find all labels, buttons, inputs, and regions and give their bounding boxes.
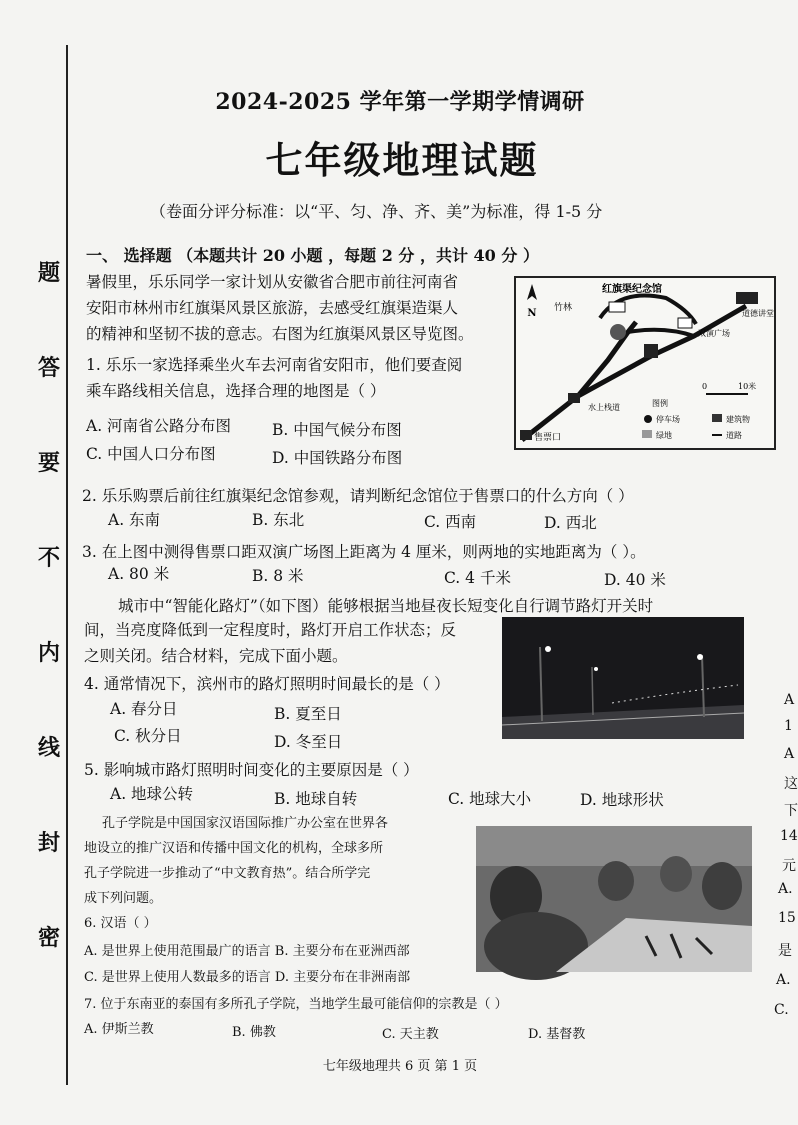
confucius-institute-photo [476, 826, 752, 972]
q2-option-a: A. 东南 [108, 511, 161, 529]
square-label: 双演广场 [698, 329, 730, 338]
q3-option-a: A. 80 米 [108, 565, 170, 583]
map-drawing [516, 278, 774, 448]
next-page-fragment: 元 [782, 858, 796, 874]
q2-option-c: C. 西南 [424, 513, 477, 531]
q2-option-b: B. 东北 [252, 511, 305, 529]
next-page-fragment: A. [778, 881, 793, 897]
binding-char: 不 [37, 545, 60, 571]
q5-option-b: B. 地球自转 [274, 790, 358, 808]
next-page-fragment: 是 [778, 943, 792, 959]
square-building [644, 344, 658, 358]
forest-label: 竹林 [554, 303, 573, 313]
q5-option-a: A. 地球公转 [110, 785, 194, 803]
q5-option-c: C. 地球大小 [448, 790, 532, 808]
legend-road: 道路 [726, 431, 742, 440]
passage-line: 地设立的推广汉语和传播中国文化的机构，全球多所 [84, 841, 384, 856]
q4-stem: 4. 通常情况下，滨州市的路灯照明时间最长的是（ ） [84, 675, 450, 693]
passage-line: 的精神和坚韧不拔的意志。右图为红旗渠风景区导览图。 [86, 325, 474, 343]
next-page-fragment: A. [776, 972, 791, 988]
binding-char: 封 [37, 830, 60, 856]
q3-option-d: D. 40 米 [604, 571, 666, 589]
next-page-fragment: A [784, 692, 795, 708]
section-heading: 一、 选择题 （本题共计 20 小题 ，每题 2 分 ，共计 40 分 ） [86, 246, 539, 265]
binding-char: 题 [37, 260, 60, 286]
north-label: N [527, 308, 537, 319]
east-road [578, 306, 746, 396]
scenic-area-map [514, 276, 776, 450]
binding-char: 内 [37, 640, 60, 666]
north-arrow-icon [527, 284, 537, 300]
q4-option-b: B. 夏至日 [274, 705, 342, 723]
binding-char: 线 [37, 735, 60, 761]
binding-line [66, 45, 68, 1085]
q7-option-d: D. 基督教 [528, 1027, 586, 1042]
page-footer: 七年级地理共 6 页 第 1 页 [322, 1059, 478, 1074]
passage-line: 暑假里，乐乐同学一家计划从安徽省合肥市前往河南省 [86, 273, 459, 291]
q5-option-d: D. 地球形状 [580, 791, 664, 809]
memorial-label: 红旗渠纪念馆 [602, 284, 662, 295]
passage-line: 安阳市林州市红旗渠风景区旅游，去感受红旗渠造渠人 [86, 299, 459, 317]
exam-term-title: 2024-2025 学年第一学期学情调研 [215, 89, 585, 115]
legend-building: 建筑物 [726, 415, 750, 424]
q1-option-a: A. 河南省公路分布图 [86, 417, 232, 435]
passage-line: 之则关闭。结合材料，完成下面小题。 [84, 647, 348, 665]
lecture-building [736, 292, 758, 304]
q3-stem: 3. 在上图中测得售票口距双演广场图上距离为 4 厘米，则两地的实地距离为（ ）。 [82, 543, 646, 561]
q6-options-ab: A. 是世界上使用范围最广的语言 B. 主要分布在亚洲西部 [84, 944, 410, 959]
lecture-label: 道德讲堂 [742, 309, 774, 318]
passage-line: 城市中“智能化路灯”（如下图）能够根据当地昼夜长短变化自行调节路灯开关时 [118, 597, 654, 615]
next-page-fragment: 14 [780, 828, 798, 844]
q2-stem: 2. 乐乐购票后前往红旗渠纪念馆参观，请判断纪念馆位于售票口的什么方向（ ） [82, 487, 634, 505]
scale-unit: 10米 [738, 382, 757, 391]
next-page-fragment: 这 [784, 776, 798, 792]
street-light-photo [502, 617, 744, 739]
ticket-building [520, 430, 532, 440]
q1-option-c: C. 中国人口分布图 [86, 445, 216, 463]
q1-option-d: D. 中国铁路分布图 [272, 449, 403, 467]
plank-building [568, 393, 580, 403]
legend-green: 绿地 [656, 431, 672, 440]
ticket-label: 售票口 [534, 433, 562, 443]
q4-option-a: A. 春分日 [110, 700, 178, 718]
next-page-fragment: 下 [784, 803, 798, 819]
binding-char: 密 [37, 925, 60, 951]
q2-option-d: D. 西北 [544, 514, 597, 532]
q7-option-a: A. 伊斯兰教 [84, 1022, 154, 1037]
q3-option-c: C. 4 千米 [444, 569, 511, 587]
q1-stem: 1. 乐乐一家选择乘坐火车去河南省安阳市，他们要查阅 [86, 356, 463, 374]
q7-option-c: C. 天主教 [382, 1027, 439, 1042]
passage-line: 孔子学院进一步推动了“中文教育热”。结合所学完 [84, 866, 371, 881]
legend-parking: 停车场 [656, 415, 680, 424]
q6-stem: 6. 汉语（ ） [84, 916, 157, 931]
passage-line: 孔子学院是中国国家汉语国际推广办公室在世界各 [102, 816, 389, 831]
scoring-note: （卷面分评分标准：以“平、匀、净、齐、美”为标准，得 1-5 分 [150, 202, 603, 221]
next-page-fragment: C. [774, 1002, 789, 1018]
q1-stem: 乘车路线相关信息，选择合理的地图是（ ） [86, 382, 386, 400]
next-page-fragment: 1 [784, 718, 793, 734]
passage-line: 成下列问题。 [84, 891, 163, 906]
binding-char: 要 [37, 450, 60, 476]
next-page-fragment: 15 [778, 910, 796, 926]
binding-warning [32, 262, 66, 949]
q6-options-cd: C. 是世界上使用人数最多的语言 D. 主要分布在非洲南部 [84, 970, 411, 985]
q7-stem: 7. 位于东南亚的泰国有多所孔子学院，当地学生最可能信仰的宗教是（ ） [84, 997, 508, 1012]
legend-title: 图例 [652, 399, 668, 408]
q4-option-c: C. 秋分日 [114, 727, 182, 745]
passage-line: 间，当亮度降低到一定程度时，路灯开启工作状态；反 [84, 621, 457, 639]
q7-option-b: B. 佛教 [232, 1025, 276, 1040]
next-page-fragment: A [784, 746, 795, 762]
q3-option-b: B. 8 米 [252, 567, 304, 585]
binding-char: 答 [37, 355, 60, 381]
plank-label: 水上栈道 [588, 403, 620, 412]
exam-title: 七年级地理试题 [265, 138, 539, 182]
q5-stem: 5. 影响城市路灯照明时间变化的主要原因是（ ） [84, 761, 419, 779]
scale-zero: 0 [702, 382, 708, 391]
q1-option-b: B. 中国气候分布图 [272, 421, 402, 439]
q4-option-d: D. 冬至日 [274, 733, 343, 751]
